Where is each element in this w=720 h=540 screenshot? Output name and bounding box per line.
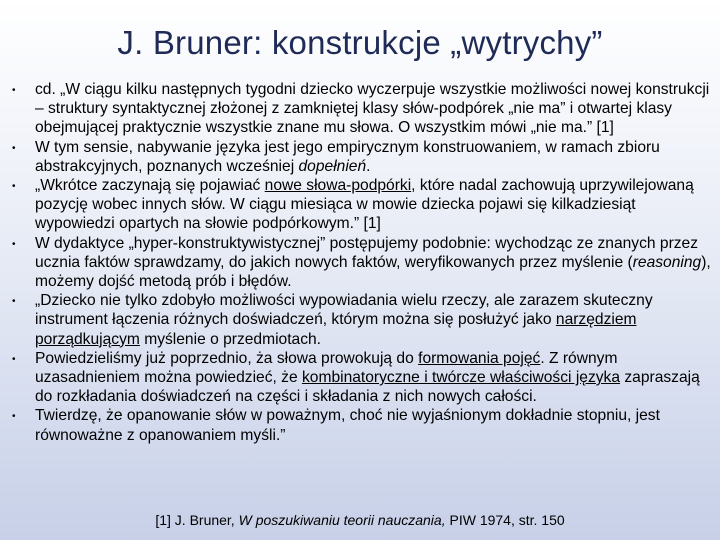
underlined-term: formowania pojęć xyxy=(418,349,541,367)
footnote-text: [1] J. Bruner, xyxy=(155,512,239,528)
bullet-text: , które nadal zachowują uprzywilejowaną pozycję wobec innych słów. W ciągu miesiąca w mowie dziecka pojawi się kilkadziesiąt wypowiedzi opartych na słowie podpórkowym.” [1] xyxy=(35,177,694,233)
bullet-text: W dydaktyce „hyper-konstruktywistycznej” postępujemy podobnie: wychodząc ze znanych przez ucznia faktów sprawdzamy, do jakich nowych faktów, weryfikowanych przez myślenie ( xyxy=(35,234,699,271)
footnote-book-title: W poszukiwaniu teorii nauczania, xyxy=(238,512,446,528)
bullet-item xyxy=(18,80,712,138)
bullet-text: Powiedzieliśmy już poprzednio, ża słowa prowokują do xyxy=(35,349,419,367)
bullet-item xyxy=(18,176,712,234)
bullet-text: W tym sensie, nabywanie języka jest jego empirycznym konstruowaniem, w ramach zbioru abstrakcyjnych, poznanych wcześniej xyxy=(35,138,660,175)
bullet-text: . Z równym uzasadnieniem można powiedzieć, że xyxy=(35,349,618,387)
bullet-item xyxy=(18,291,712,349)
bullet-text: „Wkrótce zaczynają się pojawiać xyxy=(35,177,265,195)
bullet-text: Twierdzę, że opanowanie słów w poważnym, choć nie wyjaśnionym dokładnie stopniu, jest równoważne z opanowaniem myśli.” xyxy=(35,407,660,444)
underlined-term: nowe słowa-podpórki xyxy=(264,177,412,195)
bullet-text: cd. „W ciągu kilku następnych tygodni dziecko wyczerpuje wszystkie możliwości nowej konstrukcji – struktury syntaktycznej złożonej z zamkniętej klasy słów-podpórek „nie ma” i otwartej klasy obejmującej praktycznie wszystkie znane mu słowa. O wszystkim mówi „nie ma.” [1] xyxy=(35,81,710,137)
footnote-text: PIW 1974, str. 150 xyxy=(445,512,565,528)
bullet-text: ), możemy dojść metodą prób i błędów. xyxy=(35,253,711,291)
slide-title: J. Bruner: konstrukcje „wytrychy” xyxy=(117,24,603,61)
bullet-text: „Dziecko nie tylko zdobyło możliwości wypowiadania wielu rzeczy, ale zarazem skuteczny instrument łączenia różnych doświadczeń, którym można się posłużyć jako xyxy=(35,292,653,329)
bullet-text: . xyxy=(366,157,371,175)
italic-term: dopełnień xyxy=(298,157,367,175)
italic-term: reasoning xyxy=(632,253,702,271)
underlined-term: narzędziem porządkującym xyxy=(35,311,637,348)
footnote xyxy=(0,512,720,528)
bullet-item xyxy=(18,138,712,176)
bullet-item xyxy=(18,349,712,407)
bullet-item xyxy=(18,234,712,292)
underlined-term: kombinatoryczne i twórcze właściwości języka xyxy=(301,369,621,387)
bullet-text: zapraszają do rozkładania doświadczeń na części i składania z nich nowych całości. xyxy=(35,369,700,406)
bullet-list xyxy=(18,80,712,445)
bullet-text: myślenie o przedmiotach. xyxy=(139,330,322,348)
bullet-item xyxy=(18,406,712,444)
